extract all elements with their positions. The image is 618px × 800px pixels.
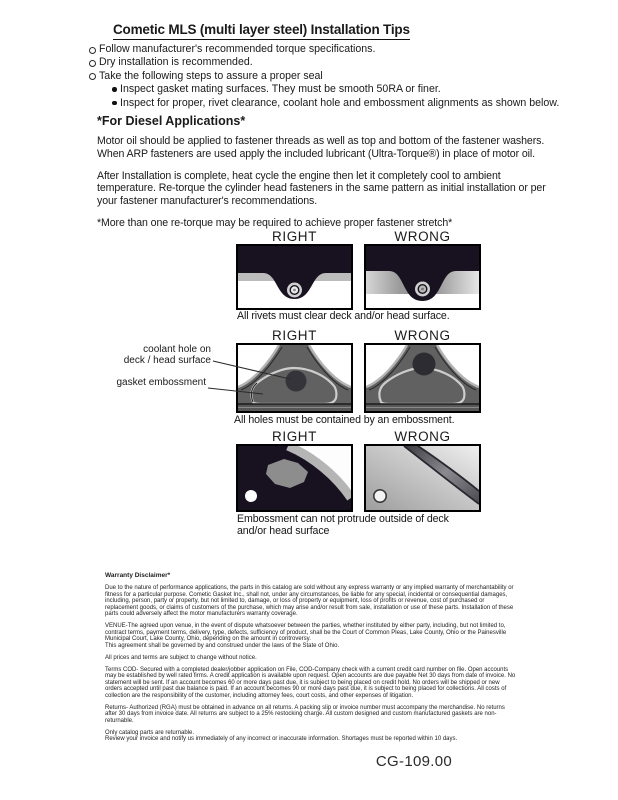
disclaimer-heading: Warranty Disclaimer*: [105, 572, 171, 579]
body-paragraph: After Installation is complete, heat cycle the engine then let it completely cool to ambient temperature. Re-torque the cylinder head fasteners in the same pattern as initial installation or per your fastener manufacturer's recommendations.: [97, 169, 546, 208]
list-item-text: Dry installation is recommended.: [99, 56, 253, 69]
deck-edge-wrong-illustration: [366, 446, 479, 510]
right-label: RIGHT: [272, 429, 317, 444]
wrong-label: WRONG: [394, 229, 451, 244]
disclaimer-paragraph: Review your invoice and notify us immediately of any incorrect or inaccurate information. Shortages must be reported within 10 days.: [105, 736, 458, 742]
diagram-caption: [237, 514, 449, 537]
rivet-wrong-diagram-image: [364, 244, 481, 310]
filled-bullet-icon: [112, 101, 117, 106]
list-item-text: Follow manufacturer's recommended torque specifications.: [99, 43, 376, 55]
filled-bullet-icon: [112, 87, 117, 92]
caption-text: and/or head surface: [237, 524, 330, 537]
list-item: [89, 56, 569, 69]
rivet-right-diagram-image: [236, 244, 353, 310]
installation-tips-list: [89, 43, 569, 110]
wrong-label: WRONG: [394, 328, 451, 343]
right-label: RIGHT: [272, 328, 317, 343]
gasket-rivet-wrong-illustration: [366, 246, 479, 308]
diagram-caption: All holes must be contained by an embossment.: [234, 414, 455, 426]
annotation-text: deck / head surface: [123, 354, 211, 366]
list-item-text: Take the following steps to assure a proper seal: [99, 69, 323, 82]
list-item: [89, 70, 569, 83]
hollow-bullet-icon: [89, 60, 96, 67]
wrong-label: WRONG: [394, 429, 451, 444]
disclaimer-paragraph: Only catalog parts are returnable.: [105, 729, 195, 736]
right-label: RIGHT: [272, 229, 317, 244]
body-paragraph: Motor oil should be applied to fastener threads as well as top and bottom of the fastener washers. When ARP fasteners are used apply the included lubricant (Ultra-Torque®) in place of motor oil.: [97, 135, 545, 160]
disclaimer-paragraph: VENUE-The agreed upon venue, in the event of dispute whatsoever between the parties, whether instituted by either party, including, but not limited to, contract terms, payment terms, delivery, type, defects, sufficiency of product, shall be the Court of Common Pleas, Lake County, Ohio or the Painesville Municipal Court, Lake County, Ohio, depending on the amount in controversy.: [105, 623, 507, 642]
protrusion-right-diagram-image: [236, 444, 353, 512]
disclaimer-paragraph: Returns- Authorized (RGA) must be obtained in advance on all returns. A packing slip or invoice number must accompany the merchandise. No returns after 30 days from invoice date. All returns are subject to a 25% restocking charge. All custom designed and custom manufactured gaskets are non-returnable.: [105, 704, 505, 724]
protrusion-wrong-diagram-image: [364, 444, 481, 512]
page-title: Cometic MLS (multi layer steel) Installation Tips: [113, 22, 410, 40]
caption-text: Embossment can not protrude outside of deck: [237, 513, 449, 525]
annotation-gasket-embossment-label: gasket embossment: [116, 377, 206, 388]
list-item-text: Inspect gasket mating surfaces. They must be smooth 50RA or finer.: [120, 83, 441, 96]
hollow-bullet-icon: [89, 73, 96, 80]
embossment-right-diagram-image: [236, 343, 353, 413]
warranty-disclaimer-section: [105, 572, 517, 743]
diagram-caption: All rivets must clear deck and/or head surface.: [237, 310, 450, 322]
deck-edge-right-illustration: [238, 446, 351, 510]
hollow-bullet-icon: [89, 47, 96, 54]
annotation-coolant-hole-label: [100, 345, 211, 366]
sub-list-item: [112, 97, 569, 110]
diesel-applications-section: [97, 114, 559, 239]
annotation-text: coolant hole on: [143, 344, 211, 355]
embossment-wrong-diagram-image: [364, 343, 481, 413]
disclaimer-paragraph: All prices and terms are subject to change without notice.: [105, 654, 257, 661]
page-code: CG-109.00: [375, 753, 452, 770]
disclaimer-paragraph: This agreement shall be governed by and construed under the laws of the State of Ohio.: [105, 642, 340, 649]
coolant-hole-right-illustration: [238, 345, 351, 411]
list-item-text: Inspect for proper, rivet clearance, coolant hole and embossment alignments as shown below.: [120, 96, 560, 109]
disclaimer-paragraph: Terms COD- Secured with a completed dealer/jobber application on File, COD-Company check with a current credit card number on file. Open accounts may be established by well rated firms. A credit application is available upon request. Open accounts are due payable Net 30 days from date of invoice. No statement will be sent. If an account becomes 60 or more days past due, it is subject to being placed on credit hold. No orders will be shipped or new orders accepted until past due balance is paid. If an account becomes 90 or more days past due, it is subject to being placed for collections. All costs of collection are the responsibility of the customer, including attorney fees, court costs, and other expenses of litigation.: [105, 666, 516, 699]
gasket-rivet-right-illustration: [238, 246, 351, 308]
disclaimer-paragraph: Due to the nature of performance applications, the parts in this catalog are sold without any express warranty or any implied warranty of merchantability or fitness for a particular purpose. Cometic Gasket Inc., shall not, under any circumstances, be liable for any special, incidental or consequential damages, including, person, party or property, but not limited to, damage, or loss of property or equipment, loss of profits or revenue, cost of purchased or replacement goods, or claims of customers of the purchase, which may arise and/or result from sale, installation or use of these parts. Installation of these parts could adversely affect the motor manufacturers warranty coverage.: [105, 585, 514, 617]
coolant-hole-wrong-illustration: [366, 345, 479, 411]
sub-list-item: [112, 83, 569, 96]
body-paragraph: *More than one re-torque may be required to achieve proper fastener stretch*: [97, 216, 453, 229]
section-heading: *For Diesel Applications*: [97, 114, 246, 128]
list-item: [89, 43, 569, 56]
